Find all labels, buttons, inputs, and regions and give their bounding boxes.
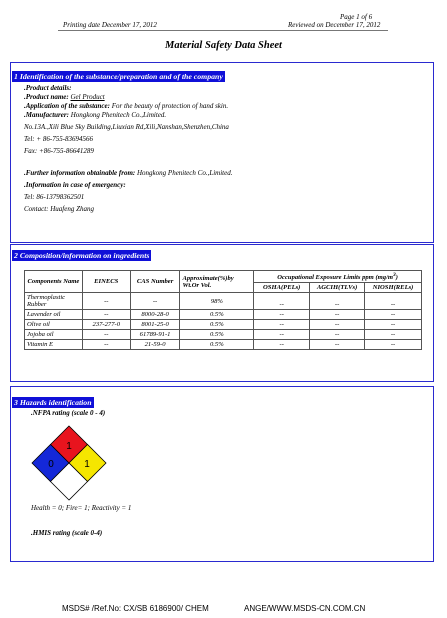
- table-header-row: [25, 271, 422, 283]
- cell-cas: --: [130, 293, 180, 310]
- emergency-label: .Information in case of emergency:: [24, 181, 126, 189]
- column-header-einecs: EINECS: [82, 271, 130, 293]
- section-3-heading: 3 Hazards identification: [14, 398, 92, 407]
- table-row: [25, 330, 422, 340]
- manufacturer-value: Hongkong Phenitech Co.,Limited.: [70, 111, 167, 119]
- fax: Fax: +86-755-86641289: [24, 147, 94, 155]
- column-header-acgih: AGCIH(TLVs): [310, 283, 365, 293]
- cell-osha: --: [254, 330, 310, 340]
- footer-website: ANGE/WWW.MSDS-CN.COM.CN: [244, 604, 366, 613]
- manufacturer-label: .Manufacturer:: [24, 111, 69, 119]
- cell-approx: 98%: [180, 293, 254, 310]
- table-row: [25, 320, 422, 330]
- cell-name: Thermoplastic Rubber: [25, 293, 83, 310]
- cell-acgih: --: [310, 330, 365, 340]
- product-name-line: [24, 93, 232, 102]
- cell-osha: --: [254, 293, 310, 310]
- cell-approx: 0.5%: [180, 330, 254, 340]
- product-details-label: .Product details:: [24, 84, 72, 92]
- hmis-label: .HMIS rating (scale 0-4): [31, 529, 103, 537]
- emergency-telephone: Tel: 86-13798362501: [24, 193, 85, 201]
- application-value: For the beauty of protection of hand skin.: [111, 102, 229, 110]
- footer-ref: MSDS# /Ref.No: CX/SB 6186900/ CHEM: [62, 604, 209, 613]
- product-name-label: .Product name:: [24, 93, 69, 101]
- table-row: [25, 340, 422, 350]
- section-2-heading: 2 Composition/information on ingredients: [14, 251, 150, 260]
- address: No.13A.,Xili Blue Sky Building,Liuxian Rd,Xili,Nanshan,Shenzhen,China: [24, 123, 229, 131]
- cell-niosh: --: [365, 340, 422, 350]
- further-info-line: [24, 169, 232, 178]
- oel-superscript: 3: [393, 272, 396, 278]
- column-header-niosh: NIOSH(RELs): [365, 283, 422, 293]
- nfpa-label: .NFPA rating (scale 0 - 4): [31, 409, 106, 417]
- nfpa-fire-value: 1: [66, 441, 72, 452]
- cell-einecs: --: [82, 293, 130, 310]
- cell-einecs: --: [82, 340, 130, 350]
- oel-text: Occupational Exposure Limits ppm (mg/m: [277, 274, 394, 282]
- rating-summary: Health = 0; Fire= 1; Reactivity = 1: [31, 504, 132, 512]
- manufacturer-line: [24, 111, 232, 120]
- cell-niosh: --: [365, 293, 422, 310]
- cell-einecs: --: [82, 310, 130, 320]
- cell-acgih: --: [310, 340, 365, 350]
- cell-niosh: --: [365, 320, 422, 330]
- column-header-osha: OSHA(PELs): [254, 283, 310, 293]
- telephone: Tel: + 86-755-83694566: [24, 135, 94, 143]
- application-label: .Application of the substance:: [24, 102, 110, 110]
- table-row: [25, 310, 422, 320]
- application-line: [24, 102, 232, 111]
- cell-acgih: --: [310, 310, 365, 320]
- table-row: [25, 293, 422, 310]
- cell-name: Jojoba oil: [25, 330, 83, 340]
- cell-niosh: --: [365, 330, 422, 340]
- section-1-body: [24, 84, 232, 214]
- cell-cas: 61789-91-1: [130, 330, 180, 340]
- cell-approx: 0.5%: [180, 320, 254, 330]
- cell-name: Olive oil: [25, 320, 83, 330]
- cell-einecs: 237-277-0: [82, 320, 130, 330]
- page-number: Page 1 of 6: [340, 13, 373, 21]
- contact: Contact: Huafeng Zhang: [24, 205, 94, 213]
- column-header-cas: CAS Number: [130, 271, 180, 293]
- cell-acgih: --: [310, 293, 365, 310]
- cell-osha: --: [254, 310, 310, 320]
- column-header-approx: Approximate(%)by Wt.Or Vol.: [180, 271, 254, 293]
- section-1-heading: 1 Identification of the substance/preparation and of the company: [14, 72, 223, 81]
- cell-cas: 8000-28-0: [130, 310, 180, 320]
- cell-name: Vitamin E: [25, 340, 83, 350]
- cell-cas: 8001-25-0: [130, 320, 180, 330]
- oel-close: ): [395, 274, 398, 282]
- product-name: Gel Product: [70, 93, 105, 101]
- cell-acgih: --: [310, 320, 365, 330]
- column-header-oel: [254, 271, 422, 283]
- cell-osha: --: [254, 340, 310, 350]
- cell-approx: 0.5%: [180, 310, 254, 320]
- cell-cas: 21-59-0: [130, 340, 180, 350]
- nfpa-health-value: 0: [48, 459, 54, 470]
- cell-einecs: --: [82, 330, 130, 340]
- cell-niosh: --: [365, 310, 422, 320]
- nfpa-diamond-icon: [31, 425, 107, 501]
- cell-osha: --: [254, 320, 310, 330]
- further-info-label: .Further information obtainable from:: [24, 169, 136, 177]
- document-title: Material Safety Data Sheet: [165, 40, 282, 51]
- further-info-value: Hongkong Phenitech Co.,Limited.: [137, 169, 233, 177]
- column-header-components: Components Name: [25, 271, 83, 293]
- printing-date: Printing date December 17, 2012: [63, 21, 157, 29]
- header-rule: [58, 30, 388, 31]
- composition-table: [24, 270, 422, 350]
- reviewed-date: Reviewed on December 17, 2012: [288, 21, 381, 29]
- cell-name: Lavender oil: [25, 310, 83, 320]
- composition-table-wrap: [24, 270, 422, 350]
- cell-approx: 0.5%: [180, 340, 254, 350]
- nfpa-reactivity-value: 1: [84, 459, 90, 470]
